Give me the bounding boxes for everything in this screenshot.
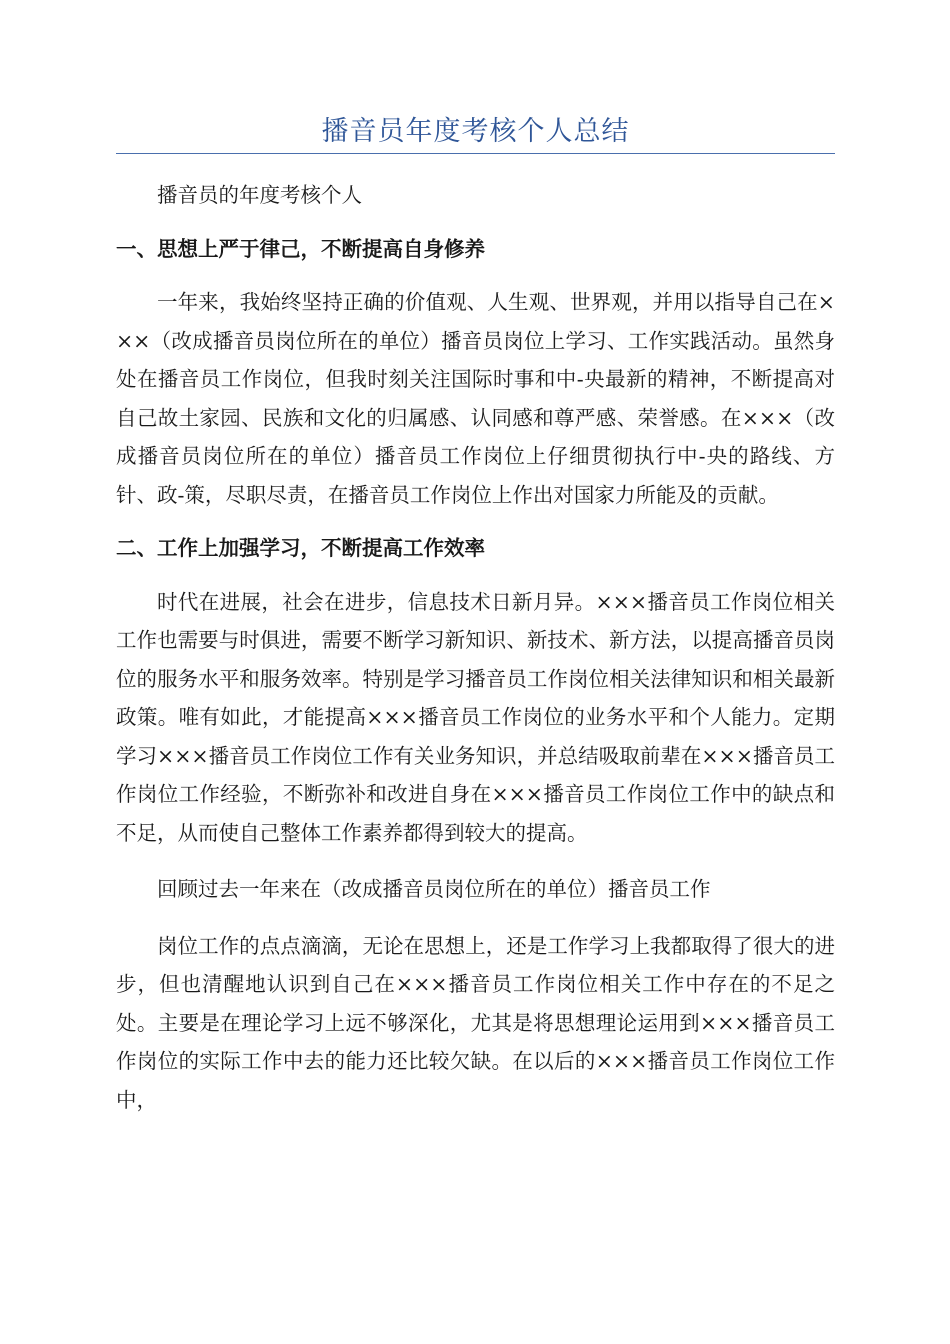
- review-paragraph: 岗位工作的点点滴滴，无论在思想上，还是工作学习上我都取得了很大的进步，但也清醒地认识到自己在×××播音员工作岗位相关工作中存在的不足之处。主要是在理论学习上远不够深化，尤其是将思想理论运用到×××播音员工作岗位的实际工作中去的能力还比较欠缺。在以后的×××播音员工作岗位工作中，: [116, 933, 835, 1112]
- document-body: [116, 176, 835, 1119]
- section-2-heading: 二、工作上加强学习，不断提高工作效率: [116, 536, 485, 560]
- section-2-paragraph: 时代在进展，社会在进步，信息技术日新月异。×××播音员工作岗位相关工作也需要与时俱进，需要不断学习新知识、新技术、新方法，以提高播音员岗位的服务水平和服务效率。特别是学习播音员工作岗位相关法律知识和相关最新政策。唯有如此，才能提高×××播音员工作岗位的业务水平和个人能力。定期学习×××播音员工作岗位工作有关业务知识，并总结吸取前辈在×××播音员工作岗位工作经验，不断弥补和改进自身在×××播音员工作岗位工作中的缺点和不足，从而使自己整体工作素养都得到较大的提高。: [116, 589, 835, 845]
- title-underline: [116, 153, 835, 154]
- intro-line: 播音员的年度考核个人: [157, 183, 362, 207]
- section-1-paragraph: 一年来，我始终坚持正确的价值观、人生观、世界观，并用以指导自己在×××（改成播音员岗位所在的单位）播音员岗位上学习、工作实践活动。虽然身处在播音员工作岗位，但我时刻关注国际时事和中-央最新的精神，不断提高对自己故土家园、民族和文化的归属感、认同感和尊严感、荣誉感。在×××（改成播音员岗位所在的单位）播音员工作岗位上仔细贯彻执行中-央的路线、方针、政-策，尽职尽责，在播音员工作岗位上作出对国家力所能及的贡献。: [116, 290, 835, 507]
- section-1-heading: 一、思想上严于律己，不断提高自身修养: [116, 236, 485, 261]
- review-line: 回顾过去一年来在（改成播音员岗位所在的单位）播音员工作: [157, 877, 711, 901]
- document-title: 播音员年度考核个人总结: [321, 116, 630, 147]
